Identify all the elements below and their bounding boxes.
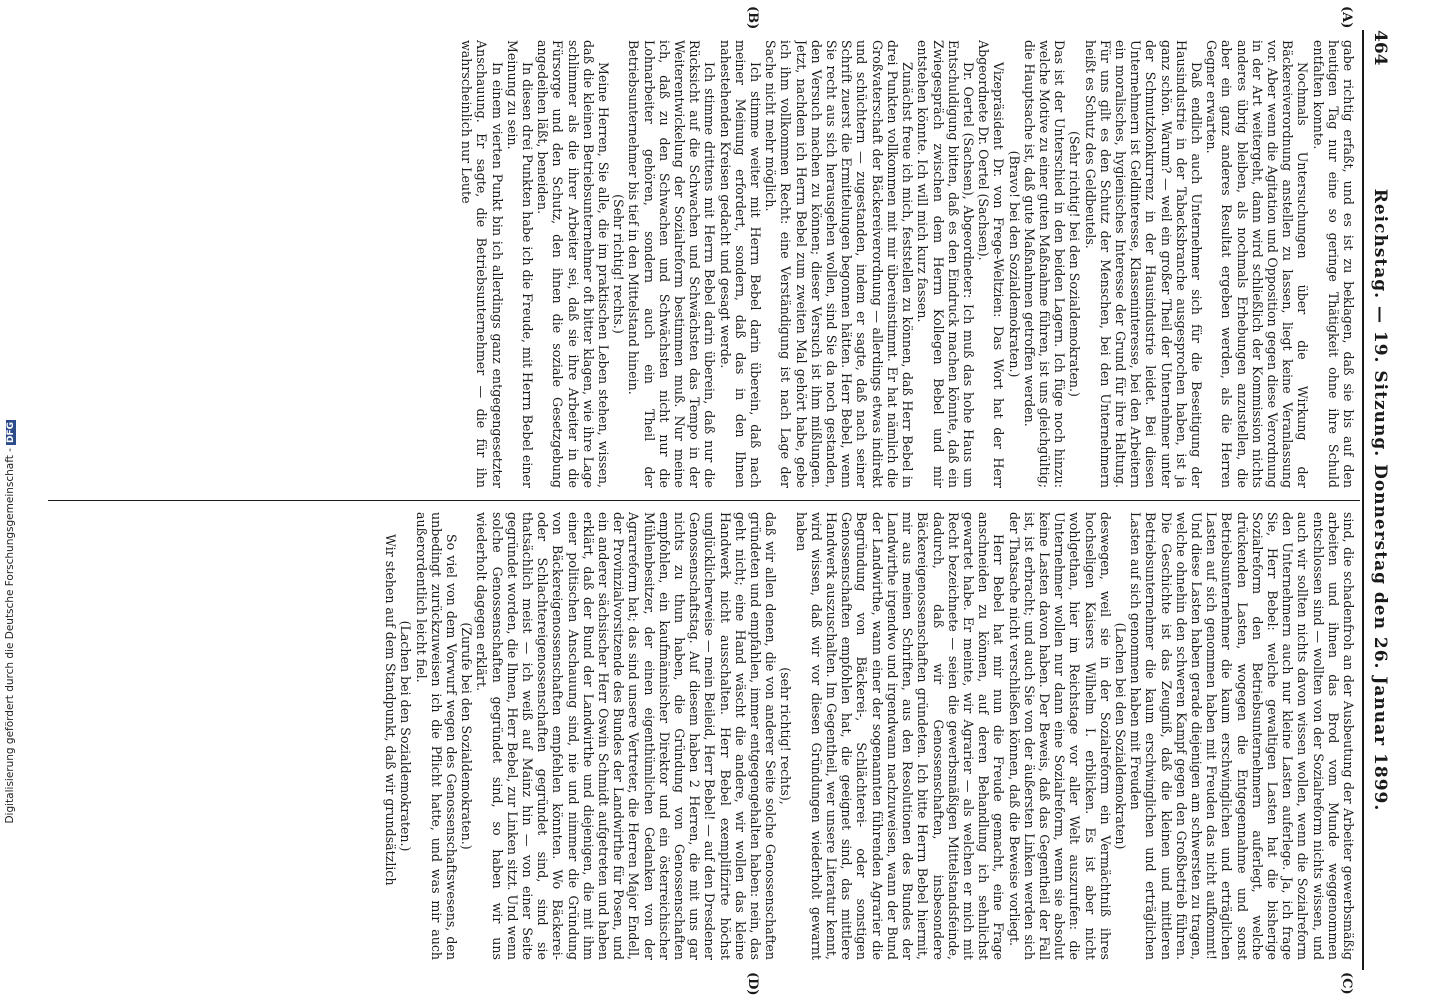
margin-marker-d: (D) [745, 972, 760, 996]
page-number: 464 [1370, 30, 1390, 66]
paragraph: In diesen drei Punkten habe ich die Freude, mit Herrn Bebel einer Meinung zu sein. [504, 40, 536, 488]
paragraph: Meine Herren, Sie alle, die im praktischen Leben stehen, wissen, daß die kleinen Betriebsunternehmer oft bitter klagen, wie ihre Lage schlimmer als die ihrer Arbeiter sei, daß sie ihre Arbeiter in die Fürsorge und den Schutz, den ihnen die soziale Gesetzgebung angedeihen läßt, beneiden. [535, 40, 612, 488]
left-column [56, 40, 1356, 488]
paragraph: Herr Bebel hat mir nun die Freude gemacht, eine Frage anschneiden zu können, auf deren Behandlung ich sehnlichst gewartet habe. Er meinte, wir Agrarier — als welchen er mich mit Recht bezeichnete — seien die gewerbsmäßigen Mittelstandsfeinde, dadurch, daß wir Genossenschaften, insbesondere Bäckereigenossenschaften gründeten. Ich bitte Herrn Bebel hiermit, mir aus meinen Schriften, aus den Resolutionen des Bundes der Landwirthe irgendwo und irgendwann nachzuweisen, wann der Bund der Landwirthe, wann einer der sogenannten führenden Agrarier die Begründung von Bäckerei-, Schlächterei- oder sonstigen Genossenschaften empfohlen hat, die geeignet sind, das mittlere Handwerk auszuschalten. Im Gegentheil, wer unsere Literatur kennt, wird wissen, daß wir vor diesen Gründungen wiederholt gewarnt haben [793, 512, 1007, 960]
paragraph: daß wir allen denen, die von anderer Seite solche Genossenschaften gründeten und empfahlen, immer entgegengehalten haben: nein, das geht nicht; eine Hand wäscht die andere, wir wollen das kleine Handwerk nicht ausschalten. Herr Bebel exemplifizirte höchst unglücklicherweise — mein Beileid, Herr Bebel! — auf den Dresdener Genossenschaftstag. Auf diesem haben 2 Herren, die mit uns gar nichts zu thun haben, die Gründung von Genossenschaften empfohlen, ein kaufmännischer Direktor und ein österreichischer Mühlenbesitzer, der einen eigenthümlichen Gedanken von der Agrarreform hat; das sind unsere Vertreter, die Herren Major Endell, der Provinzialvorsitzende des Bundes der Landwirthe für Posen, und ein anderer sächsischer Herr Oswin Schmidt aufgetreten und haben erklärt, daß der Bund der Landwirthe und diejenigen, die mit ihm einer politischen Anschauung sind, nie und nimmer die Gründung von Bäckereigenossenschaften empfehlen könnten. Wo Bäckerei- oder Schlachtereigenossenschaften gegründet sind, sind sie thatsächlich meist — ich weiß auf Mainz hin — von einer Seite gegründet worden, die Ihnen, Herr Bebel, zur Linken sitzt. Und wenn solche Genossenschaften gegründet sind, so haben wir uns wiederholt dagegen erklärt. [474, 512, 779, 960]
page-title: Reichstag. — 19. Sitzung. Donnerstag den 26. Januar 1899. [1370, 188, 1390, 812]
column-divider [48, 500, 1360, 501]
header-rule [1362, 30, 1364, 970]
right-column [56, 512, 1356, 960]
interjection: (Sehr richtig! rechts.) [611, 194, 627, 334]
paragraph: Daß endlich auch Unternehmer sich für die Beseitigung der Hausindustrie in der Tabacksbranche ausgesprochen haben, ist ja ganz schön. Warum? — weil ein großer Theil der Unternehmer unter der Schmutzkonkurrenz in der Hausindustrie leidet. Bei diesen Unternehmern ist Geldinteresse, Klasseninteresse, bei den Arbeitern ein moralisches, hygienisches Interesse der Grund für ihre Haltung. Für uns gilt es den Schutz der Menschen, bei den Unternehmern heißt es Schutz des Geldbeutels. [1082, 40, 1204, 488]
credit-text: Digitalisierung gefördert durch die Deutsche Forschungsgemeinschaft - [4, 448, 16, 824]
dfg-logo: DFG [6, 422, 16, 444]
margin-marker-b: (B) [745, 6, 760, 30]
interjection: (Sehr richtig! bei den Sozialdemokraten.) [1067, 131, 1083, 397]
paragraph: deswegen, weil sie in der Sozialreform ein Vermächtniß ihres hochseligen Kaisers Wilhelm I. erblicken. Es ist aber nicht wohlgethan, hier im Reichstage vor aller Welt auszurufen: die Unternehmer wollen nur dann eine Sozialreform, wenn sie absolut keine Lasten davon haben. Der Beweis, daß das Gegentheil der Fall ist, ist erbracht; und auch Sie von der äußersten Linken werden sich der Thatsache nicht verschließen können, daß die Beweise vorliegt. [1006, 512, 1113, 960]
paragraph: Das ist der Unterschied in den beiden Lagern. Ich füge noch hinzu: welche Motive zu einer guten Maßnahme führen, ist uns gleichgültig; die Hauptsache ist, daß gute Maßnahmen getroffen werden. [1021, 40, 1068, 488]
paragraph: Ich stimme weiter mit Herrn Bebel darin überein, daß nach meiner Meinung erfordert, sondern, daß das in den Ihnen nahestehenden Kreisen gedacht und gesagt werde. [717, 40, 764, 488]
interjection: (Lachen bei den Sozialdemokraten) [1112, 622, 1128, 850]
rotated-page [40, 0, 1400, 1000]
page-header [1364, 30, 1394, 970]
digitization-credit [4, 420, 28, 1000]
paragraph: Ich stimme drittens mit Herrn Bebel darin überein, daß nur die Rücksicht auf die Schwachen und Schwächsten das Tempo in der Weiterentwickelung der Sozialreform bestimmen muß. Nur meine ich, daß zu den Schwachen und Schwächsten nicht nur die Lohnarbeiter gehören, sondern auch ein Theil der Betriebsunternehmer bis tief in den Mittelstand hinein. [626, 40, 718, 488]
paragraph: Zunächst freue ich mich, feststellen zu können, daß Herr Bebel in drei Punkten vollkommen mit mir übereinstimmt. Er hat nämlich die Großvaterschaft der Bäckereiverordnung — allerdings etwas indirekt und schüchtern — zugestanden, indem er sagte, daß nach seiner Schrift zuerst die Ermittelungen begonnen hätten. Herr Bebel, wenn Sie recht aus sich herausgehen wollen, sind Sie da noch gestanden, den Versuch machen zu können; dieser Versuch ist ihm mißlungen. Jetzt, nachdem ich Herrn Bebel zum zweiten Mal gehört habe, gebe ich ihm vollkommen Recht: eine Verständigung ist nach Lage der Sache nicht mehr möglich. [763, 40, 916, 488]
interjection: (Zurufe bei den Sozialdemokraten.) [459, 622, 475, 850]
interjection: (sehr richtig! rechts), [778, 667, 794, 805]
paragraph: sind, die schadenfroh an der Ausbeutung der Arbeiter gewerbsmäßig arbeiten und ihnen das Brod vom Munde weggenommen entschlossen sind — wollten von der Sozialreform nichts wissen, und auch wir sollten nichts davon wissen wollen, wenn die Sozialreform den Unternehmern auch nur kleine Lasten auferlege. Ja, ich frage Sie, Herr Bebel: welche gewaltigen Lasten hat die bisherige Sozialreform den Betriebsunternehmern auferlegt, welche drückenden Lasten, wogegen die Entgegennahme und sonst Betriebsunternehmer die kaum erschwinglichen und erträglichen Lasten auf sich genommen haben mit Freuden das nicht aufkommt! Und diese Lasten haben gerade diejenigen am schwersten zu tragen, welche ohnehin den schweren Kampf gegen den Großbetrieb führen. Die Geschichte ist das Zeugniß, daß die kleinen und mittleren Betriebsunternehmer die kaum erschwinglichen und erträglichen Lasten auf sich genommen haben mit Freuden [1128, 512, 1356, 960]
paragraph: In einem vierten Punkt bin ich allerdings ganz entgegengesetzter Anschauung. Er sagte, die Betriebsunternehmer — die für ihn wahrscheinlich nur Leute [459, 40, 505, 488]
margin-marker-a: (A) [1339, 6, 1354, 29]
interjection: (Bravo! bei den Sozialdemokraten.) [1006, 150, 1022, 378]
paragraph: Nochmals Untersuchungen über die Wirkung der Bäckereiverordnung anstellen zu lassen, liegt keine Veranlassung vor. Aber wenn die Agitation und Opposition gegen diese Verordnung in der Art weitergeht, dann wird schließlich der Kommission nichts anderes übrig bleiben, als nochmals Erhebungen anzustellen, die aber ein ganz anderes Resultat ergeben werden, als die Herren Gegner erwarten. [1204, 40, 1311, 488]
speaker-paragraph: Vizepräsident Dr. von Frege-Weltzien: Das Wort hat der Herr Abgeordnete Dr. Oertel (Sachsen). [976, 40, 1007, 488]
interjection: (Lachen bei den Sozialdemokraten.) [398, 620, 414, 852]
paragraph: gabe richtig erfaßt, und es ist zu beklagen, daß sie bis auf den heutigen Tag nur eine so geringe Thätigkeit ohne ihre Schuld entfalten konnte. [1310, 40, 1356, 488]
speaker-paragraph: Dr. Oertel (Sachsen), Abgeordneter: Ich muß das hohe Haus um Entschuldigung bitten, daß es den Eindruck machen könnte, daß ein Zwiegespräch zwischen dem Herrn Kollegen Bebel und mir entstehen könnte. Ich will mich kurz fassen. [915, 40, 976, 488]
paragraph: So viel von dem Vorwurf wegen des Genossenschaftswesens, den unbedingt zurückzuweisen ich die Pflicht hatte, und was mir auch außerordentlich leicht fiel. [413, 512, 460, 960]
paragraph: Wir stehen auf dem Standpunkt, daß wir grundsätzlich [383, 534, 399, 886]
margin-marker-c: (C) [1339, 972, 1354, 995]
